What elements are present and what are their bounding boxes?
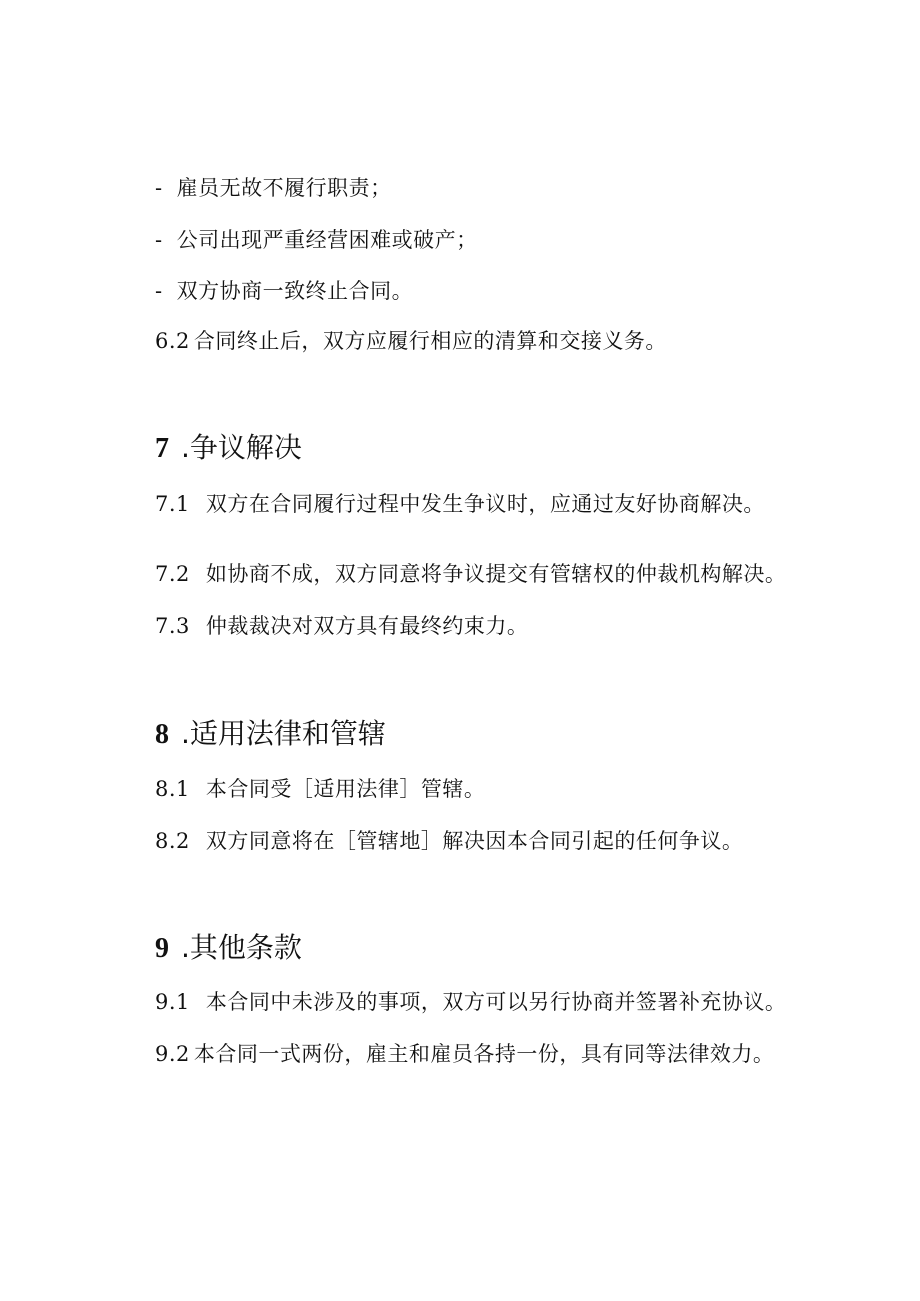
clause-number: 9.2 bbox=[155, 1042, 190, 1066]
clause-text: 如协商不成，双方同意将争议提交有管辖权的仲裁机构解决。 bbox=[205, 562, 787, 586]
section-7-heading bbox=[155, 430, 302, 467]
bullet-text: 雇员无故不履行职责； bbox=[176, 176, 392, 200]
section-number: 7 bbox=[155, 433, 169, 464]
bullet-marker: - bbox=[155, 228, 163, 252]
clause-8-2 bbox=[155, 827, 743, 855]
clause-text: 仲裁裁决对双方具有最终约束力。 bbox=[205, 614, 529, 638]
section-title: .适用法律和管辖 bbox=[181, 717, 386, 750]
clause-7-3 bbox=[155, 612, 528, 640]
clause-number: 9.1 bbox=[155, 990, 190, 1014]
clause-7-1 bbox=[155, 490, 765, 518]
clause-number: 7.3 bbox=[155, 614, 190, 638]
clause-7-2 bbox=[155, 560, 786, 588]
clause-8-1 bbox=[155, 775, 485, 803]
section-number: 8 bbox=[155, 719, 169, 750]
clause-6-2 bbox=[155, 327, 667, 355]
section-number: 9 bbox=[155, 933, 169, 964]
bullet-item bbox=[155, 174, 392, 202]
section-8-heading bbox=[155, 716, 386, 753]
clause-text: 本合同受［适用法律］管辖。 bbox=[205, 777, 486, 801]
clause-text: 本合同中未涉及的事项，双方可以另行协商并签署补充协议。 bbox=[205, 990, 787, 1014]
clause-number: 7.2 bbox=[155, 562, 190, 586]
clause-text: 双方同意将在［管辖地］解决因本合同引起的任何争议。 bbox=[205, 829, 744, 853]
clause-9-1 bbox=[155, 988, 786, 1016]
bullet-marker: - bbox=[155, 176, 163, 200]
clause-text: 双方在合同履行过程中发生争议时，应通过友好协商解决。 bbox=[205, 492, 765, 516]
bullet-text: 公司出现严重经营困难或破产； bbox=[176, 228, 478, 252]
bullet-item bbox=[155, 277, 413, 305]
section-9-heading bbox=[155, 930, 302, 967]
clause-text: 合同终止后，双方应履行相应的清算和交接义务。 bbox=[193, 329, 667, 353]
clause-text: 本合同一式两份，雇主和雇员各持一份，具有同等法律效力。 bbox=[193, 1042, 775, 1066]
bullet-marker: - bbox=[155, 279, 163, 303]
clause-number: 8.2 bbox=[155, 829, 190, 853]
clause-number: 7.1 bbox=[155, 492, 190, 516]
section-title: .其他条款 bbox=[181, 931, 302, 964]
clause-number: 6.2 bbox=[155, 329, 190, 353]
bullet-text: 双方协商一致终止合同。 bbox=[176, 279, 414, 303]
clause-9-2 bbox=[155, 1040, 774, 1068]
section-title: .争议解决 bbox=[181, 431, 302, 464]
clause-number: 8.1 bbox=[155, 777, 190, 801]
bullet-item bbox=[155, 226, 478, 254]
